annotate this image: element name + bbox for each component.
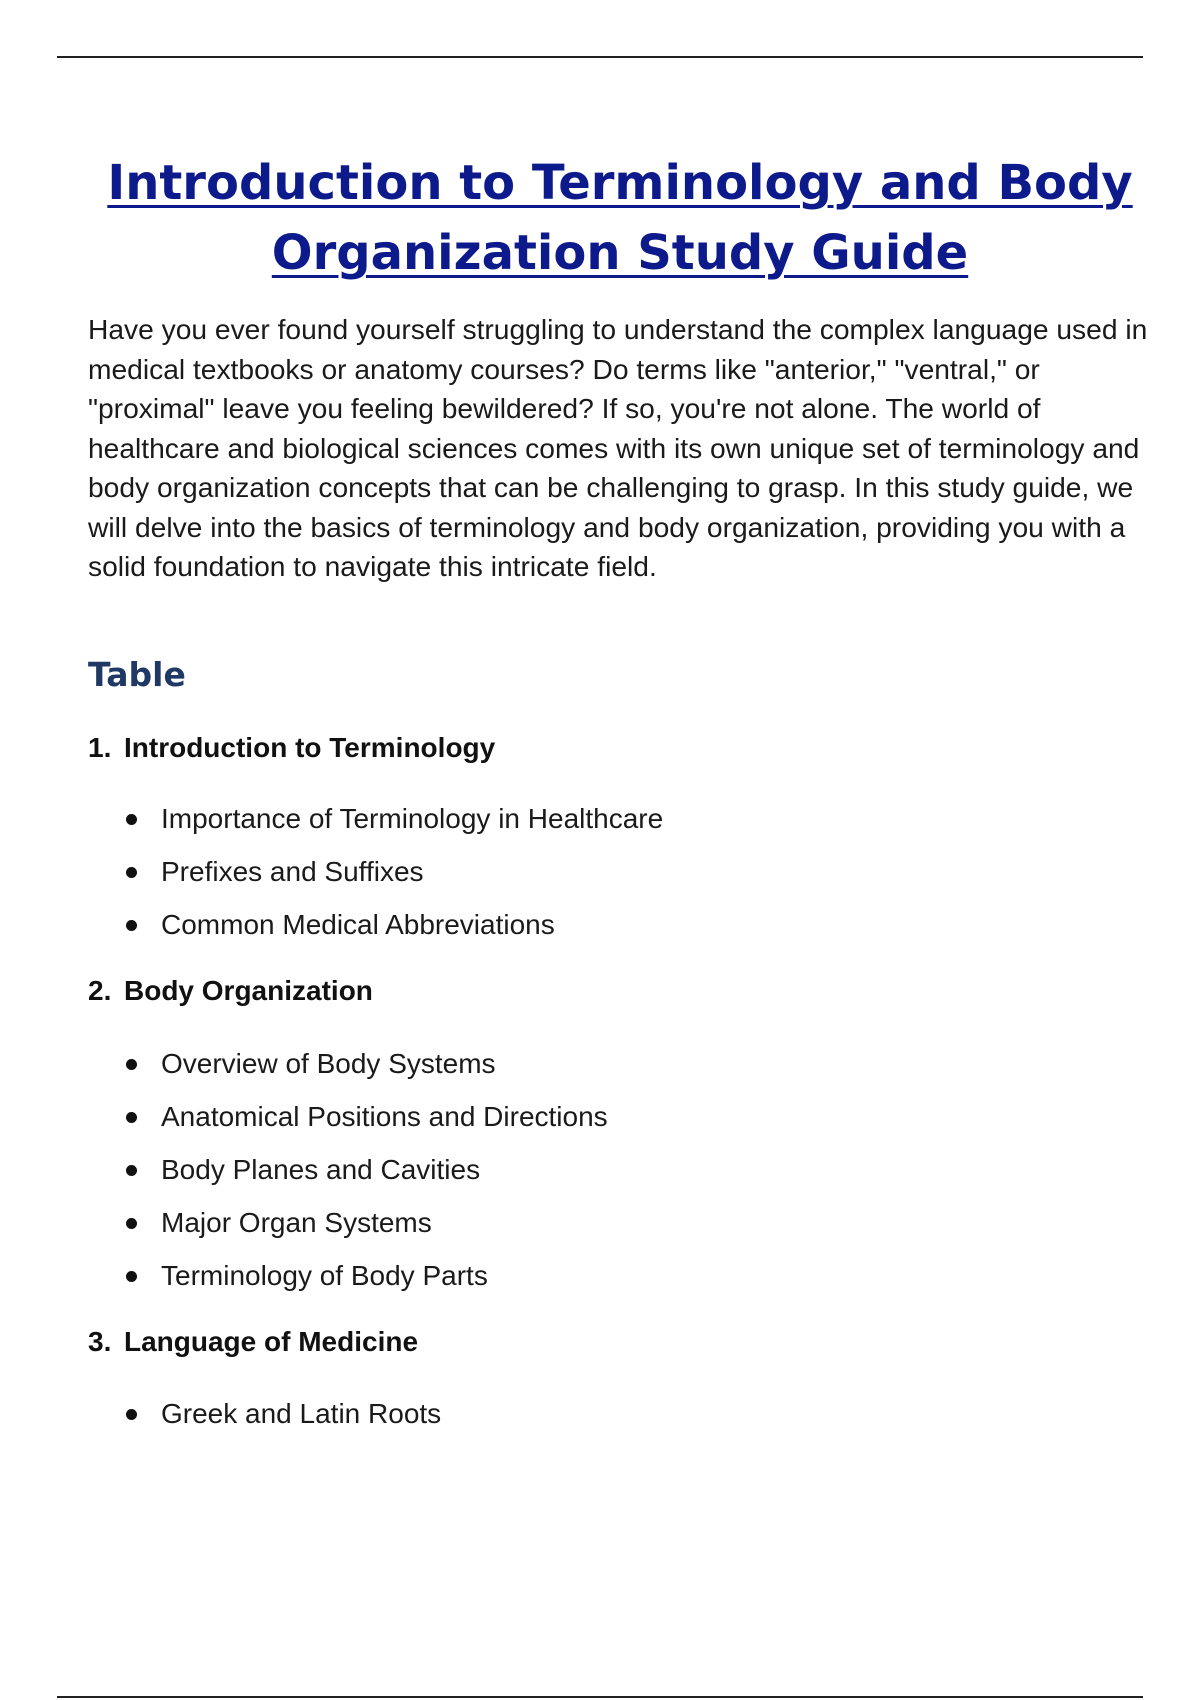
section-title: Body Organization	[124, 975, 373, 1006]
bullet-icon	[126, 1112, 137, 1123]
bottom-rule	[57, 1696, 1143, 1698]
section-heading-3	[88, 1326, 418, 1358]
section-heading-2	[88, 975, 373, 1007]
table-heading: Table	[88, 655, 186, 694]
bullet-icon	[126, 814, 137, 825]
section-heading-1	[88, 732, 495, 764]
bullet-icon	[126, 920, 137, 931]
bullet-icon	[126, 867, 137, 878]
section-title: Language of Medicine	[124, 1326, 419, 1357]
bullet-icon	[126, 1271, 137, 1282]
bullet-icon	[126, 1059, 137, 1070]
page-title	[80, 148, 1160, 288]
bullet-icon	[126, 1409, 137, 1420]
bullet-icon	[126, 1165, 137, 1176]
intro-paragraph: Have you ever found yourself struggling to understand the complex language used in medical textbooks or anatomy courses? Do terms like "anterior," "ventral," or "proximal" leave you feeling bewildered? If so, you're not alone. The world of healthcare and biological sciences comes with its own unique set of terminology and body organization concepts that can be challenging to grasp. In this study guide, we will delve into the basics of terminology and body organization, providing you with a solid foundation to navigate this intricate field.	[88, 313, 1148, 582]
section-number: 1.	[88, 732, 112, 763]
bullet-icon	[126, 1218, 137, 1229]
section-number: 3.	[88, 1326, 112, 1357]
title-line-2: Organization Study Guide	[271, 225, 969, 281]
top-rule	[57, 56, 1143, 58]
section-title: Introduction to Terminology	[124, 732, 496, 763]
section-number: 2.	[88, 975, 112, 1006]
title-line-1: Introduction to Terminology and Body	[107, 155, 1133, 211]
